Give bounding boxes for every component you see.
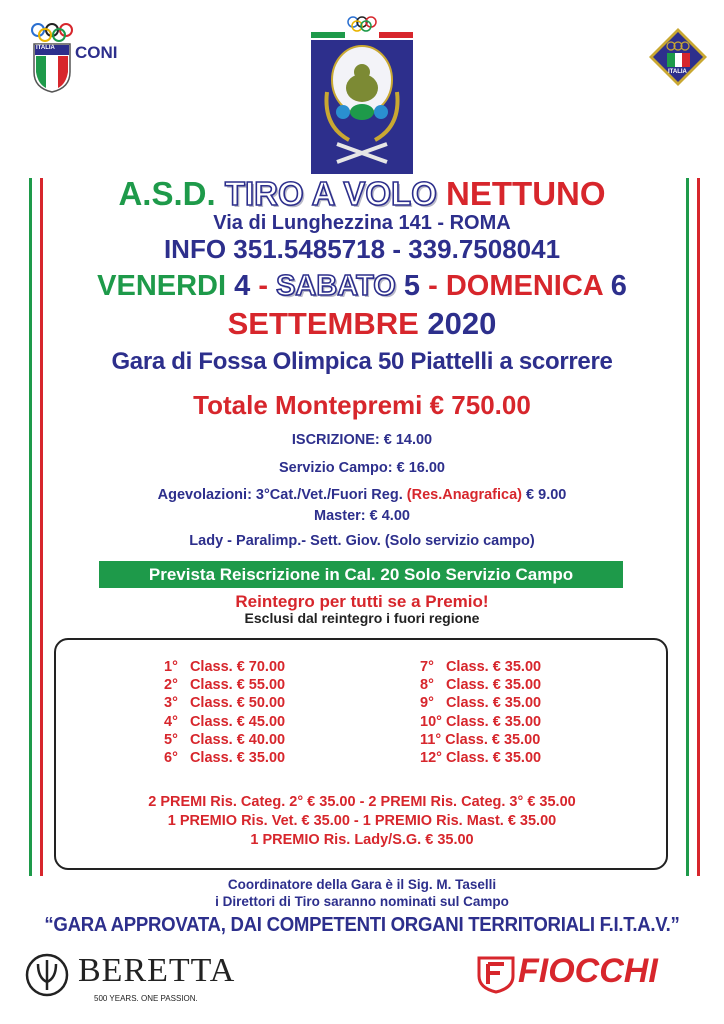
beretta-logo	[24, 950, 254, 1010]
fee-agevolazioni	[0, 487, 724, 503]
reintegro-text: Reintegro per tutti se a Premio!	[235, 592, 489, 611]
coni-logo	[28, 22, 138, 96]
dates-line	[0, 266, 724, 306]
prize-2: 2° Class. € 55.00	[164, 677, 286, 694]
day-venerdi: VENERDI	[97, 270, 227, 302]
day-num-4: 4	[234, 270, 251, 302]
beretta-trident-icon	[24, 952, 70, 998]
prize-10: 10° Class. € 35.00	[420, 713, 542, 730]
prize-1: 1° Class. € 70.00	[164, 659, 286, 675]
beretta-name: BERETTA	[78, 952, 236, 989]
special-prize-3: 1 PREMIO Ris. Lady/S.G. € 35.00	[250, 832, 474, 848]
fiocchi-logo	[476, 952, 702, 998]
dash-2: -	[428, 270, 438, 302]
prize-8: 8° Class. € 35.00	[420, 677, 542, 694]
year: 2020	[427, 306, 497, 341]
day-num-6: 6	[610, 270, 627, 302]
event-title: Gara di Fossa Olimpica 50 Piattelli a scorrere	[111, 348, 613, 375]
fee-servizio: Servizio Campo: € 16.00	[278, 460, 445, 476]
approvata-text: “GARA APPROVATA, DAI COMPETENTI ORGANI TERRITORIALI F.I.T.A.V.”	[44, 914, 680, 936]
coordinatore-text: Coordinatore della Gara è il Sig. M. Taselli	[227, 877, 497, 892]
prize-3: 3° Class. € 50.00	[164, 695, 286, 712]
prize-5: 5° Class. € 40.00	[164, 731, 286, 748]
month-year	[0, 304, 724, 344]
fiocchi-name: FIOCCHI	[518, 952, 658, 990]
club-name-red: NETTUNO	[446, 175, 606, 212]
agev-price: € 9.00	[526, 487, 567, 503]
direttori-text: i Direttori di Tiro saranno nominati sul Campo	[215, 894, 509, 909]
coni-italia-text: ITALIA	[36, 45, 55, 51]
day-sabato: SABATO	[276, 270, 396, 302]
total-prize: Totale Montepremi € 750.00	[193, 390, 531, 420]
prize-6: 6° Class. € 35.00	[164, 750, 286, 767]
asd-label: A.S.D.	[118, 175, 216, 212]
beretta-tagline: 500 YEARS. ONE PASSION.	[94, 994, 198, 1003]
prize-7: 7° Class. € 35.00	[420, 659, 542, 675]
special-prize-1: 2 PREMI Ris. Categ. 2° € 35.00 - 2 PREMI Ris. Categ. 3° € 35.00	[148, 794, 576, 810]
day-num-5: 5	[403, 270, 421, 302]
fitav-badge-icon	[647, 26, 709, 88]
day-domenica: DOMENICA	[445, 270, 603, 302]
club-title	[0, 174, 724, 214]
prize-12: 12° Class. € 35.00	[420, 750, 542, 767]
prizes-right-column	[420, 658, 541, 767]
coni-label: CONI	[75, 43, 118, 62]
prize-4: 4° Class. € 45.00	[164, 713, 286, 730]
club-name-outline: TIRO A VOLO	[224, 175, 437, 212]
esclusi-text: Esclusi dal reintegro i fuori regione	[244, 610, 480, 626]
fee-master: Master: € 4.00	[314, 508, 410, 524]
fee-lady: Lady - Paralimp.- Sett. Giov. (Solo servizio campo)	[189, 533, 535, 549]
reiscrizione-banner: Prevista Reiscrizione in Cal. 20 Solo Servizio Campo	[99, 561, 623, 588]
fitav-italia-text: ITALIA	[668, 69, 687, 75]
club-emblem	[309, 14, 415, 176]
fee-iscrizione: ISCRIZIONE: € 14.00	[291, 432, 433, 448]
info-phones: INFO 351.5485718 - 339.7508041	[163, 234, 561, 264]
agev-res: (Res.Anagrafica)	[406, 487, 522, 503]
prize-11: 11° Class. € 35.00	[420, 731, 541, 748]
prize-9: 9° Class. € 35.00	[420, 695, 542, 712]
olympic-rings-icon	[30, 22, 80, 42]
special-prize-2: 1 PREMIO Ris. Vet. € 35.00 - 1 PREMIO Ris. Mast. € 35.00	[167, 813, 557, 829]
month: SETTEMBRE	[227, 306, 419, 341]
club-emblem-icon	[309, 14, 415, 176]
fitav-logo	[647, 26, 709, 88]
prizes-left-column	[164, 658, 285, 767]
dash-1: -	[258, 270, 268, 302]
address: Via di Lunghezzina 141 - ROMA	[213, 212, 511, 234]
fiocchi-shield-icon	[476, 954, 516, 994]
agev-label: Agevolazioni: 3°Cat./Vet./Fuori Reg.	[157, 487, 403, 503]
